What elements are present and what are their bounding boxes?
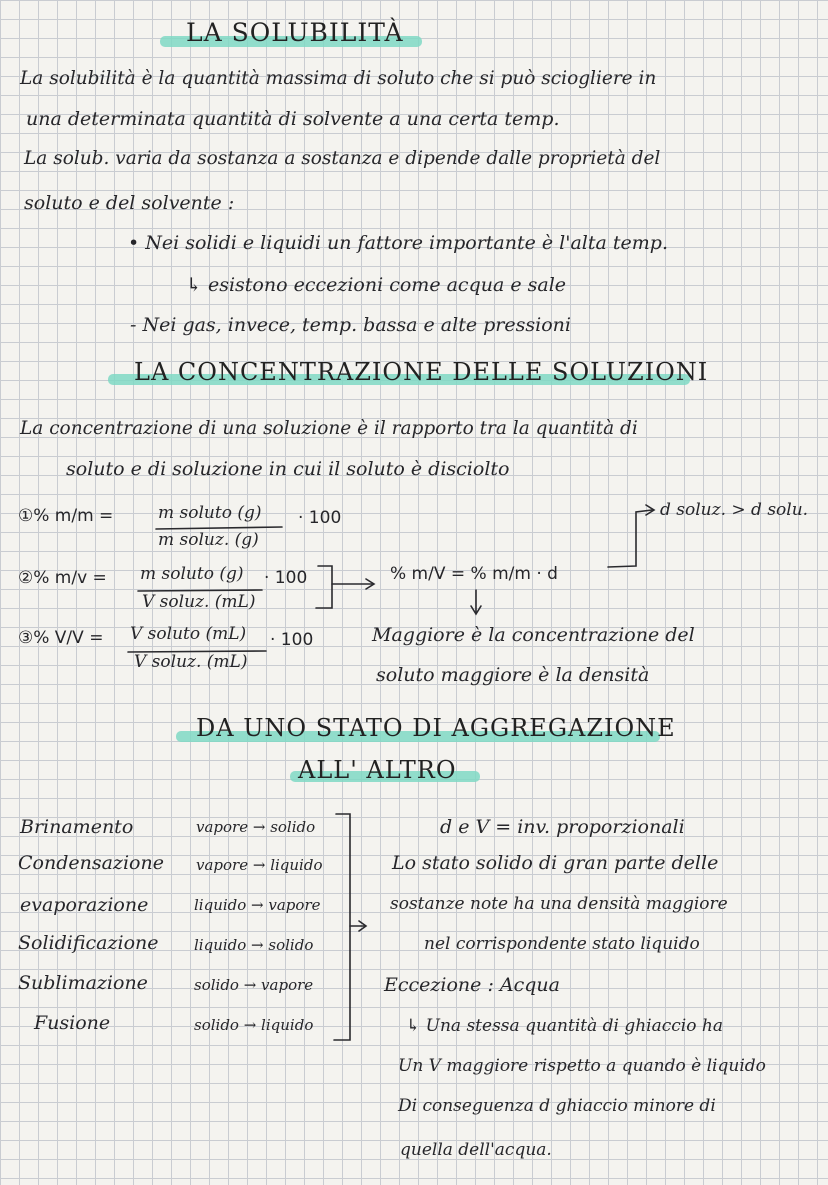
solubilita-bullet-1: • Nei solidi e liquidi un fattore importante è l'alta temp. xyxy=(128,232,668,254)
formula-2-multiplier: · 100 xyxy=(264,568,308,588)
concentrazione-line-2: soluto e di soluzione in cui il soluto è disciolto xyxy=(66,458,510,480)
solubilita-line-3: La solub. varia da sostanza a sostanza e dipende dalle proprietà del xyxy=(24,148,661,169)
state-change: liquido → solido xyxy=(194,936,314,954)
state-name: evaporazione xyxy=(20,894,149,916)
state-name: Solidificazione xyxy=(18,932,159,954)
state-name: Sublimazione xyxy=(18,972,148,994)
formula-1-numerator: m soluto (g) xyxy=(158,503,262,523)
density-note: d soluz. > d solu. xyxy=(660,500,809,520)
title-stato-2: ALL' ALTRO xyxy=(298,756,457,784)
formula-2-numerator: m soluto (g) xyxy=(140,564,244,584)
state-name: Brinamento xyxy=(20,816,134,838)
formula-3-multiplier: · 100 xyxy=(270,630,314,650)
concentrazione-line-1: La concentrazione di una soluzione è il rapporto tra la quantità di xyxy=(20,418,638,439)
solubilita-line-4: soluto e del solvente : xyxy=(24,192,235,214)
state-change: vapore → solido xyxy=(196,818,316,836)
formula-3-label: ③% V/V = xyxy=(18,628,104,648)
formula-1-multiplier: · 100 xyxy=(298,508,342,528)
state-change: vapore → liquido xyxy=(196,856,323,874)
solubilita-line-1: La solubilità è la quantità massima di soluto che si può sciogliere in xyxy=(20,68,657,89)
stati-right-2: Lo stato solido di gran parte delle xyxy=(392,852,719,874)
solubilita-bullet-1-sub: ↳ esistono eccezioni come acqua e sale xyxy=(186,274,567,296)
formula-3-numerator: V soluto (mL) xyxy=(130,624,247,644)
state-name: Condensazione xyxy=(18,852,164,874)
stati-right-7: Un V maggiore rispetto a quando è liquido xyxy=(398,1056,766,1076)
title-concentrazione: LA CONCENTRAZIONE DELLE SOLUZIONI xyxy=(134,358,709,386)
state-change: liquido → vapore xyxy=(194,896,321,914)
stati-right-1: d e V = inv. proporzionali xyxy=(440,816,685,838)
stati-right-8: Di conseguenza d ghiaccio minore di xyxy=(398,1096,716,1116)
state-change: solido → liquido xyxy=(194,1016,314,1034)
stati-right-5: Eccezione : Acqua xyxy=(384,974,560,996)
formula-2-denominator: V soluz. (mL) xyxy=(142,592,256,612)
relation-formula: % m/V = % m/m · d xyxy=(390,564,558,584)
solubilita-bullet-2: - Nei gas, invece, temp. bassa e alte pressioni xyxy=(130,314,571,336)
concentrazione-note-1: Maggiore è la concentrazione del xyxy=(372,624,695,646)
formula-2-label: ②% m/v = xyxy=(18,568,107,588)
concentrazione-note-2: soluto maggiore è la densità xyxy=(376,664,650,686)
title-solubilita: LA SOLUBILITÀ xyxy=(186,18,404,47)
stati-right-4: nel corrispondente stato liquido xyxy=(424,934,700,954)
stati-right-3: sostanze note ha una densità maggiore xyxy=(390,894,728,914)
solubilita-line-2: una determinata quantità di solvente a una certa temp. xyxy=(26,108,560,130)
title-stato-1: DA UNO STATO DI AGGREGAZIONE xyxy=(196,714,676,742)
formula-1-label: ①% m/m = xyxy=(18,506,114,526)
stati-right-6: ↳ Una stessa quantità di ghiaccio ha xyxy=(406,1016,723,1036)
state-change: solido → vapore xyxy=(194,976,314,994)
state-name: Fusione xyxy=(34,1012,111,1034)
formula-3-denominator: V soluz. (mL) xyxy=(134,652,248,672)
formula-1-denominator: m soluz. (g) xyxy=(158,530,259,550)
stati-right-9: quella dell'acqua. xyxy=(400,1140,552,1160)
